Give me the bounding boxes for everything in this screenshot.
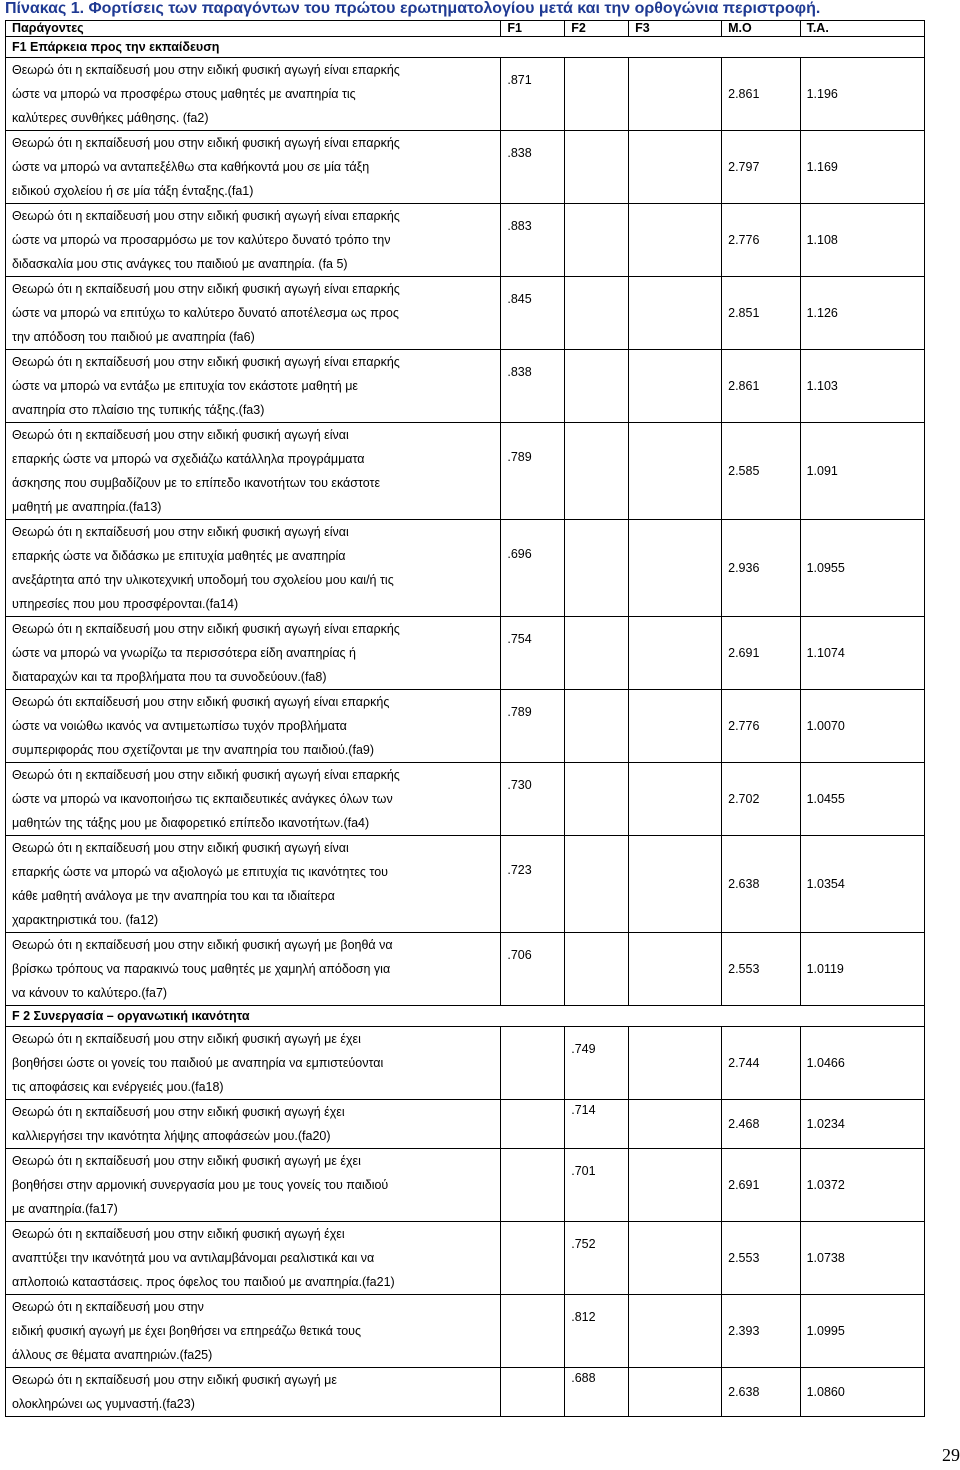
item-line: άλλους σε θέματα αναπηριών.(fa25) (12, 1348, 213, 1362)
mo-cell-value: 2.702 (728, 792, 760, 806)
ta-cell (800, 58, 924, 131)
ta-cell (800, 617, 924, 690)
ta-cell (800, 204, 924, 277)
item-line: βοηθήσει ώστε οι γονείς του παιδιού με αναπηρία να εμπιστεύονται (12, 1056, 384, 1070)
table-row (6, 520, 925, 617)
f1-cell-value: .789 (507, 450, 532, 464)
f1-cell (501, 350, 565, 423)
item-line: βοηθήσει στην αρμονική συνεργασία μου με τους γονείς του παιδιού (12, 1178, 389, 1192)
ta-cell (800, 690, 924, 763)
f2-cell (565, 1222, 629, 1295)
item-line: ανεξάρτητα από την υλικοτεχνική υποδομή του σχολείου μου και/ή τις (12, 573, 394, 587)
mo-cell (722, 763, 800, 836)
item-line: τις αποφάσεις και ενέργειές μου.(fa18) (12, 1080, 224, 1094)
ta-cell (800, 520, 924, 617)
f2-cell-value: .812 (571, 1310, 596, 1324)
table-row (6, 1368, 925, 1417)
header-row (6, 21, 925, 37)
ta-cell-value: 1.0738 (806, 1251, 845, 1265)
item-line: ώστε να μπορώ να ανταπεξέλθω στα καθήκοντά μου σε μία τάξη (12, 160, 370, 174)
item-text (6, 617, 501, 690)
item-line: την απόδοση του παιδιού με αναπηρία (fa6) (12, 330, 255, 344)
ta-cell-value: 1.0995 (806, 1324, 845, 1338)
f1-cell-value: .730 (507, 778, 532, 792)
f1-cell (501, 423, 565, 520)
item-line: καλύτερες συνθήκες μάθησης. (fa2) (12, 111, 209, 125)
f2-cell-value: .701 (571, 1164, 596, 1178)
item-text (6, 423, 501, 520)
table-row (6, 58, 925, 131)
mo-cell-value: 2.776 (728, 719, 760, 733)
f3-cell (629, 1027, 722, 1100)
f1-cell-value: .871 (507, 73, 532, 87)
item-line: Θεωρώ ότι η εκπαίδευσή μου στην ειδική φυσική αγωγή έχει (12, 1105, 345, 1119)
mo-cell-value: 2.638 (728, 877, 760, 891)
f2-cell (565, 520, 629, 617)
item-line: ώστε να νοιώθω ικανός να αντιμετωπίσω τυχόν προβλήματα (12, 719, 347, 733)
f1-cell (501, 520, 565, 617)
ta-cell (800, 131, 924, 204)
item-line: αναπηρία στο πλαίσιο της τυπικής τάξης.(fa3) (12, 403, 265, 417)
header-mo: M.O (722, 21, 800, 37)
mo-cell (722, 690, 800, 763)
f3-cell (629, 1100, 722, 1149)
f3-cell (629, 1149, 722, 1222)
item-line: διδασκαλία μου στις ανάγκες του παιδιού με αναπηρία. (fa 5) (12, 257, 348, 271)
item-text (6, 1222, 501, 1295)
f1-cell-value: .838 (507, 146, 532, 160)
mo-cell-value: 2.553 (728, 1251, 760, 1265)
f2-cell (565, 1100, 629, 1149)
item-line: Θεωρώ ότι η εκπαίδευσή μου στην ειδική φυσική αγωγή είναι επαρκής (12, 768, 400, 782)
table-row (6, 131, 925, 204)
ta-cell-value: 1.091 (806, 464, 838, 478)
item-line: μαθητών της τάξης μου με διαφορετικό επίπεδο ικανοτήτων.(fa4) (12, 816, 370, 830)
f2-cell (565, 1027, 629, 1100)
item-line: απλοποιώ καταστάσεις. προς όφελος του παιδιού με αναπηρία.(fa21) (12, 1275, 395, 1289)
mo-cell-value: 2.468 (728, 1117, 760, 1131)
mo-cell-value: 2.393 (728, 1324, 760, 1338)
item-line: επαρκής ώστε να διδάσκω με επιτυχία μαθητές με αναπηρία (12, 549, 346, 563)
item-line: Θεωρώ ότι η εκπαίδευσή μου στην ειδική φυσική αγωγή είναι επαρκής (12, 355, 400, 369)
item-line: Θεωρώ ότι η εκπαίδευσή μου στην ειδική φυσική αγωγή με έχει (12, 1032, 361, 1046)
table-row (6, 1100, 925, 1149)
item-line: Θεωρώ ότι η εκπαίδευσή μου στην ειδική φυσική αγωγή είναι (12, 525, 349, 539)
f1-cell (501, 617, 565, 690)
f1-cell (501, 690, 565, 763)
table-row (6, 350, 925, 423)
f3-cell (629, 836, 722, 933)
item-line: ειδική φυσική αγωγή με έχει βοηθήσει να επηρεάζω θετικά τους (12, 1324, 362, 1338)
ta-cell-value: 1.0354 (806, 877, 845, 891)
factor-row (6, 37, 925, 58)
f1-cell (501, 933, 565, 1006)
item-line: Θεωρώ ότι η εκπαίδευσή μου στην ειδική φυσική αγωγή με (12, 1373, 337, 1387)
item-line: επαρκής ώστε να μπορώ να αξιολογώ με επιτυχία τις ικανότητες του (12, 865, 388, 879)
item-line: Θεωρώ ότι εκπαίδευσή μου στην ειδική φυσική αγωγή είναι επαρκής (12, 695, 390, 709)
mo-cell (722, 350, 800, 423)
header-ta: T.A. (800, 21, 924, 37)
item-line: ώστε να μπορώ να εντάξω με επιτυχία τον εκάστοτε μαθητή με (12, 379, 359, 393)
f2-cell-value: .688 (571, 1371, 596, 1385)
item-text (6, 933, 501, 1006)
item-text (6, 131, 501, 204)
item-text (6, 690, 501, 763)
item-line: καλλιεργήσει την ικανότητα λήψης αποφάσεών μου.(fa20) (12, 1129, 331, 1143)
table-row (6, 690, 925, 763)
f1-cell (501, 763, 565, 836)
table-row (6, 277, 925, 350)
item-text (6, 58, 501, 131)
item-line: βρίσκω τρόπους να παρακινώ τους μαθητές με χαμηλή απόδοση για (12, 962, 391, 976)
mo-cell (722, 520, 800, 617)
item-text (6, 1368, 501, 1417)
ta-cell (800, 1100, 924, 1149)
f3-cell (629, 763, 722, 836)
mo-cell (722, 58, 800, 131)
f3-cell (629, 58, 722, 131)
header-f1: F1 (501, 21, 565, 37)
factor-title: F1 Επάρκεια προς την εκπαίδευση (6, 37, 925, 58)
f1-cell-value: .754 (507, 632, 532, 646)
f2-cell (565, 131, 629, 204)
table-row (6, 204, 925, 277)
f1-cell-value: .883 (507, 219, 532, 233)
mo-cell (722, 423, 800, 520)
f1-cell (501, 1222, 565, 1295)
item-line: ώστε να μπορώ να ικανοποιήσω τις εκπαιδευτικές ανάγκες όλων των (12, 792, 393, 806)
f2-cell-value: .714 (571, 1103, 596, 1117)
item-line: Θεωρώ ότι η εκπαίδευσή μου στην ειδική φυσική αγωγή είναι επαρκής (12, 136, 400, 150)
item-line: συμπεριφοράς που σχετίζονται με την αναπηρία του παιδιού.(fa9) (12, 743, 375, 757)
ta-cell-value: 1.108 (806, 233, 838, 247)
f3-cell (629, 617, 722, 690)
mo-cell-value: 2.691 (728, 646, 760, 660)
f3-cell (629, 1368, 722, 1417)
mo-cell (722, 617, 800, 690)
ta-cell (800, 933, 924, 1006)
f1-cell-value: .838 (507, 365, 532, 379)
f2-cell (565, 1149, 629, 1222)
f2-cell (565, 1295, 629, 1368)
item-line: με αναπηρία.(fa17) (12, 1202, 118, 1216)
item-line: Θεωρώ ότι η εκπαίδευσή μου στην ειδική φυσική αγωγή είναι (12, 841, 349, 855)
f1-cell (501, 1149, 565, 1222)
f2-cell-value: .752 (571, 1237, 596, 1251)
f3-cell (629, 520, 722, 617)
table-row (6, 1222, 925, 1295)
item-line: χαρακτηριστικά του. (fa12) (12, 913, 159, 927)
item-text (6, 836, 501, 933)
ta-cell-value: 1.0955 (806, 561, 845, 575)
mo-cell-value: 2.638 (728, 1385, 760, 1399)
table-row (6, 617, 925, 690)
page-number: 29 (942, 1445, 960, 1465)
mo-cell-value: 2.585 (728, 464, 760, 478)
item-line: Θεωρώ ότι η εκπαίδευσή μου στην ειδική φυσική αγωγή είναι επαρκής (12, 282, 400, 296)
header-item: Παράγοντες (6, 21, 501, 37)
f3-cell (629, 131, 722, 204)
mo-cell-value: 2.861 (728, 87, 760, 101)
f1-cell (501, 1295, 565, 1368)
f3-cell (629, 277, 722, 350)
item-text (6, 763, 501, 836)
mo-cell (722, 1100, 800, 1149)
f1-cell (501, 277, 565, 350)
f3-cell (629, 1222, 722, 1295)
table-row (6, 1295, 925, 1368)
f2-cell (565, 690, 629, 763)
ta-cell-value: 1.196 (806, 87, 838, 101)
item-line: αναπτύξει την ικανότητά μου να αντιλαμβάνομαι ρεαλιστικά και να (12, 1251, 375, 1265)
item-line: Θεωρώ ότι η εκπαίδευσή μου στην ειδική φυσική αγωγή με βοηθά να (12, 938, 393, 952)
factor-title: F 2 Συνεργασία – οργανωτική ικανότητα (6, 1006, 925, 1027)
item-line: μαθητή με αναπηρία.(fa13) (12, 500, 162, 514)
ta-cell (800, 1368, 924, 1417)
item-text (6, 350, 501, 423)
mo-cell (722, 933, 800, 1006)
item-line: διαταραχών και τα προβλήματα που τα συνοδεύουν.(fa8) (12, 670, 327, 684)
table-row (6, 836, 925, 933)
mo-cell-value: 2.936 (728, 561, 760, 575)
item-line: να κάνουν το καλύτερο.(fa7) (12, 986, 168, 1000)
factor-row (6, 1006, 925, 1027)
f1-cell (501, 1027, 565, 1100)
ta-cell (800, 1222, 924, 1295)
f2-cell (565, 350, 629, 423)
table-caption: Πίνακας 1. Φορτίσεις των παραγόντων του πρώτου ερωτηματολογίου μετά και την ορθογώνια περιστροφή. (5, 0, 821, 17)
mo-cell-value: 2.744 (728, 1056, 760, 1070)
f2-cell (565, 617, 629, 690)
mo-cell (722, 1222, 800, 1295)
f3-cell (629, 350, 722, 423)
table-row (6, 1149, 925, 1222)
f2-cell (565, 1368, 629, 1417)
item-text (6, 1295, 501, 1368)
table-row (6, 763, 925, 836)
mo-cell (722, 1149, 800, 1222)
f1-cell-value: .789 (507, 705, 532, 719)
f3-cell (629, 933, 722, 1006)
f2-cell (565, 204, 629, 277)
f3-cell (629, 204, 722, 277)
mo-cell (722, 1027, 800, 1100)
item-line: άσκησης που συμβαδίζουν με το επίπεδο ικανοτήτων του εκάστοτε (12, 476, 381, 490)
ta-cell-value: 1.169 (806, 160, 838, 174)
f1-cell-value: .696 (507, 547, 532, 561)
item-line: Θεωρώ ότι η εκπαίδευσή μου στην ειδική φυσική αγωγή έχει (12, 1227, 345, 1241)
f1-cell (501, 836, 565, 933)
f2-cell (565, 58, 629, 131)
f1-cell-value: .706 (507, 948, 532, 962)
f2-cell (565, 763, 629, 836)
f3-cell (629, 1295, 722, 1368)
mo-cell-value: 2.776 (728, 233, 760, 247)
header-f2: F2 (565, 21, 629, 37)
f1-cell (501, 1368, 565, 1417)
f1-cell (501, 131, 565, 204)
table-row (6, 1027, 925, 1100)
f2-cell (565, 933, 629, 1006)
item-line: ολοκληρώνει ως γυμναστή.(fa23) (12, 1397, 195, 1411)
f1-cell (501, 58, 565, 131)
mo-cell-value: 2.861 (728, 379, 760, 393)
ta-cell (800, 1149, 924, 1222)
mo-cell (722, 1295, 800, 1368)
table-row (6, 933, 925, 1006)
item-text (6, 204, 501, 277)
item-line: Θεωρώ ότι η εκπαίδευσή μου στην ειδική φυσική αγωγή είναι επαρκής (12, 63, 400, 77)
mo-cell-value: 2.691 (728, 1178, 760, 1192)
table-row (6, 423, 925, 520)
item-line: ώστε να μπορώ να προσφέρω στους μαθητές με αναπηρία τις (12, 87, 356, 101)
ta-cell (800, 836, 924, 933)
f2-cell (565, 836, 629, 933)
item-text (6, 277, 501, 350)
ta-cell-value: 1.0455 (806, 792, 845, 806)
item-text (6, 1149, 501, 1222)
f1-cell-value: .723 (507, 863, 532, 877)
item-line: Θεωρώ ότι η εκπαίδευσή μου στην ειδική φυσική αγωγή είναι (12, 428, 349, 442)
f3-cell (629, 423, 722, 520)
ta-cell (800, 1295, 924, 1368)
f1-cell (501, 204, 565, 277)
item-text (6, 520, 501, 617)
item-line: ειδικού σχολείου ή σε μία τάξη ένταξης.(fa1) (12, 184, 254, 198)
mo-cell-value: 2.851 (728, 306, 760, 320)
ta-cell (800, 277, 924, 350)
item-text (6, 1100, 501, 1149)
ta-cell (800, 350, 924, 423)
item-line: ώστε να μπορώ να γνωρίζω τα περισσότερα είδη αναπηρίας ή (12, 646, 357, 660)
mo-cell (722, 1368, 800, 1417)
mo-cell (722, 277, 800, 350)
ta-cell-value: 1.0466 (806, 1056, 845, 1070)
item-line: Θεωρώ ότι η εκπαίδευσή μου στην ειδική φυσική αγωγή είναι επαρκής (12, 209, 400, 223)
mo-cell (722, 836, 800, 933)
mo-cell (722, 204, 800, 277)
ta-cell-value: 1.0234 (806, 1117, 845, 1131)
ta-cell-value: 1.0860 (806, 1385, 845, 1399)
item-line: υπηρεσίες που μου προσφέρονται.(fa14) (12, 597, 239, 611)
item-line: ώστε να μπορώ να επιτύχω το καλύτερο δυνατό αποτέλεσμα ως προς (12, 306, 399, 320)
item-line: Θεωρώ ότι η εκπαίδευσή μου στην (12, 1300, 204, 1314)
f1-cell (501, 1100, 565, 1149)
ta-cell (800, 423, 924, 520)
ta-cell-value: 1.126 (806, 306, 838, 320)
f2-cell (565, 277, 629, 350)
ta-cell-value: 1.103 (806, 379, 838, 393)
f2-cell-value: .749 (571, 1042, 596, 1056)
mo-cell-value: 2.553 (728, 962, 760, 976)
item-text (6, 1027, 501, 1100)
ta-cell (800, 1027, 924, 1100)
item-line: ώστε να μπορώ να προσαρμόσω με τον καλύτερο δυνατό τρόπο την (12, 233, 391, 247)
item-line: επαρκής ώστε να μπορώ να σχεδιάζω κατάλληλα προγράμματα (12, 452, 365, 466)
f1-cell-value: .845 (507, 292, 532, 306)
loadings-table (5, 20, 925, 1417)
f2-cell (565, 423, 629, 520)
item-line: Θεωρώ ότι η εκπαίδευσή μου στην ειδική φυσική αγωγή είναι επαρκής (12, 622, 400, 636)
mo-cell-value: 2.797 (728, 160, 760, 174)
ta-cell-value: 1.1074 (806, 646, 845, 660)
item-line: Θεωρώ ότι η εκπαίδευσή μου στην ειδική φυσική αγωγή με έχει (12, 1154, 361, 1168)
header-f3: F3 (629, 21, 722, 37)
ta-cell (800, 763, 924, 836)
ta-cell-value: 1.0372 (806, 1178, 845, 1192)
table-body (6, 21, 925, 1417)
mo-cell (722, 131, 800, 204)
ta-cell-value: 1.0119 (806, 962, 844, 976)
ta-cell-value: 1.0070 (806, 719, 845, 733)
item-line: κάθε μαθητή ανάλογα με την αναπηρία του και τα ιδιαίτερα (12, 889, 335, 903)
f3-cell (629, 690, 722, 763)
